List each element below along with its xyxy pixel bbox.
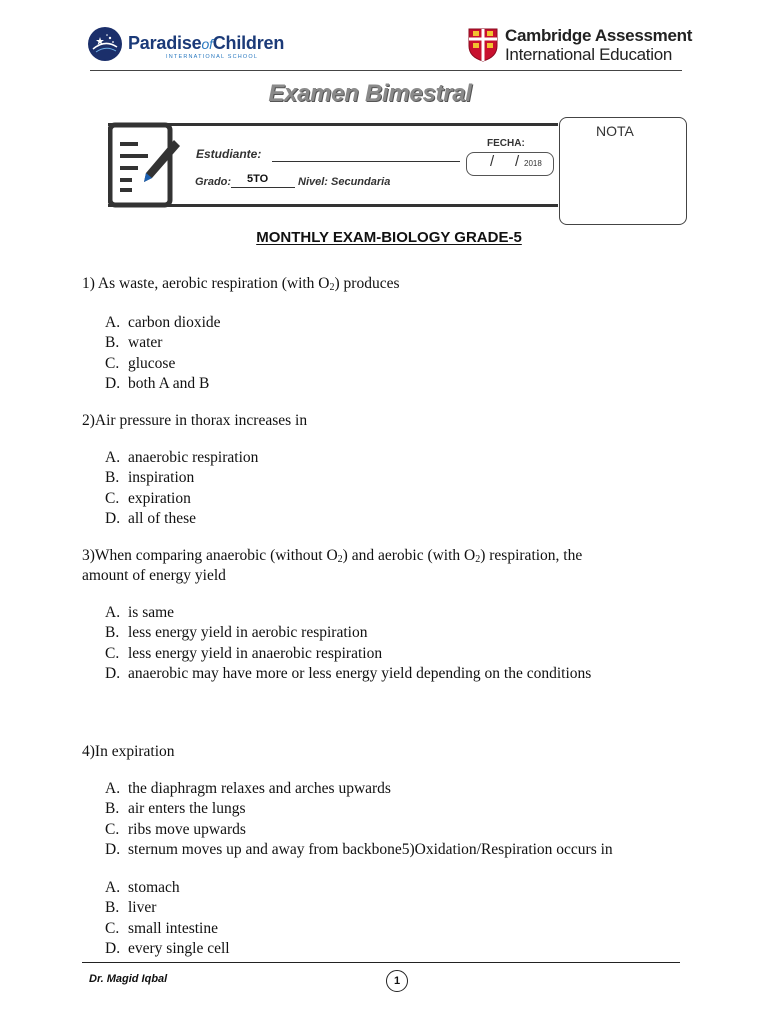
- option-letter: B.: [105, 334, 120, 352]
- subject-title-text: MONTHLY EXAM-BIOLOGY GRADE-5: [256, 229, 522, 246]
- school-name-of: of: [201, 36, 213, 52]
- q3-stem-part3: ) respiration, the: [480, 547, 583, 564]
- option-row[interactable]: [105, 603, 591, 623]
- question-4-stem: 4)In expiration: [82, 743, 175, 760]
- option-text: glucose: [128, 354, 176, 372]
- option-letter: C.: [105, 820, 120, 838]
- option-text: both A and B: [128, 374, 210, 392]
- option-letter: C.: [105, 644, 120, 662]
- grade-field[interactable]: [231, 187, 295, 188]
- option-row[interactable]: [105, 939, 230, 959]
- question-3-stem-line2: amount of energy yield: [82, 567, 226, 584]
- option-row[interactable]: [105, 489, 258, 509]
- option-letter: A.: [105, 314, 121, 331]
- option-text: small intestine: [128, 919, 218, 937]
- option-letter: D.: [105, 509, 121, 527]
- option-letter: D.: [105, 939, 121, 957]
- option-text: expiration: [128, 489, 191, 507]
- cambridge-line1: [505, 26, 692, 46]
- subject-title: [0, 229, 768, 246]
- option-letter: B.: [105, 899, 120, 917]
- exam-document-icon: [108, 122, 182, 208]
- school-subtitle: INTERNATIONAL SCHOOL: [166, 54, 259, 60]
- student-label: Estudiante:: [196, 147, 262, 161]
- q1-stem-part1: 1) As waste, aerobic respiration (with O: [82, 275, 330, 292]
- question-2-stem: 2)Air pressure in thorax increases in: [82, 412, 308, 429]
- option-text: less energy yield in aerobic respiration: [128, 624, 368, 642]
- option-text: anaerobic may have more or less energy yield depending on the conditions: [128, 664, 592, 682]
- option-row[interactable]: [105, 878, 230, 898]
- date-separator-1: /: [490, 153, 495, 170]
- option-letter: B.: [105, 624, 120, 642]
- question-5-options: [105, 878, 230, 959]
- page-number: 1: [386, 970, 408, 992]
- q3-stem-part1: 3)When comparing anaerobic (without O: [82, 547, 338, 564]
- q3-subscript-2: 2: [475, 554, 481, 565]
- option-text: less energy yield in anaerobic respiration: [128, 644, 383, 662]
- school-logo: [88, 26, 298, 66]
- option-letter: B.: [105, 800, 120, 818]
- option-row[interactable]: [105, 374, 221, 394]
- option-row[interactable]: [105, 644, 591, 664]
- header-divider: [90, 70, 682, 71]
- option-letter: D.: [105, 840, 121, 858]
- option-letter: B.: [105, 469, 120, 487]
- option-letter: A.: [105, 604, 121, 621]
- cambridge-line1-text: Cambridge Assessment: [505, 26, 693, 45]
- option-text: sternum moves up and away from backbone5)Oxidation/Respiration occurs in: [128, 840, 613, 858]
- option-text: anaerobic respiration: [128, 449, 259, 466]
- option-text: ribs move upwards: [128, 820, 246, 838]
- date-year: 2018: [524, 159, 542, 168]
- option-text: air enters the lungs: [128, 800, 246, 818]
- option-row[interactable]: [105, 898, 230, 918]
- option-letter: C.: [105, 919, 120, 937]
- option-row[interactable]: [105, 820, 613, 840]
- option-text: liver: [128, 899, 157, 917]
- q1-subscript: 2: [329, 282, 335, 293]
- school-name: [128, 33, 284, 54]
- school-name-part2: Children: [212, 33, 285, 53]
- option-row[interactable]: [105, 623, 591, 643]
- option-row[interactable]: [105, 448, 258, 468]
- option-row[interactable]: [105, 840, 613, 860]
- date-label: FECHA:: [487, 138, 525, 149]
- option-row[interactable]: [105, 919, 230, 939]
- option-letter: A.: [105, 449, 121, 466]
- q1-stem-part2: ) produces: [334, 275, 400, 292]
- option-row[interactable]: [105, 779, 613, 799]
- option-letter: D.: [105, 374, 121, 392]
- footer-divider: [82, 962, 680, 963]
- cambridge-line2: International Education: [505, 45, 673, 64]
- level-label: Nivel: Secundaria: [298, 176, 391, 188]
- option-text: water: [128, 334, 163, 352]
- option-row[interactable]: [105, 333, 221, 353]
- option-text: all of these: [128, 509, 197, 527]
- option-text: the diaphragm relaxes and arches upwards: [128, 780, 391, 797]
- question-4-options: [105, 779, 613, 860]
- question-1-options: [105, 313, 221, 394]
- q3-subscript-1: 2: [337, 554, 343, 565]
- footer-author: Dr. Magid Iqbal: [89, 973, 168, 985]
- cambridge-shield-icon: [468, 28, 498, 62]
- school-name-part1: Paradise: [128, 33, 202, 53]
- q3-stem-part2: ) and aerobic (with O: [342, 547, 476, 564]
- school-emblem-icon: [88, 27, 122, 61]
- option-row[interactable]: [105, 313, 221, 333]
- option-text: inspiration: [128, 469, 195, 487]
- student-name-field[interactable]: [272, 161, 460, 162]
- grade-score-label: NOTA: [596, 123, 634, 139]
- option-text: stomach: [128, 879, 180, 896]
- option-row[interactable]: [105, 468, 258, 488]
- cambridge-logo: [468, 26, 693, 66]
- question-3-stem: [82, 546, 582, 566]
- option-row[interactable]: [105, 799, 613, 819]
- option-row[interactable]: [105, 509, 258, 529]
- question-1-stem: [82, 274, 400, 294]
- exam-title: Examen Bimestral: [268, 80, 472, 107]
- option-letter: D.: [105, 664, 121, 682]
- date-separator-2: /: [515, 153, 520, 170]
- option-letter: C.: [105, 489, 120, 507]
- option-text: carbon dioxide: [128, 314, 221, 331]
- option-row[interactable]: [105, 664, 591, 684]
- question-2-options: [105, 448, 258, 529]
- option-letter: C.: [105, 354, 120, 372]
- option-text: every single cell: [128, 939, 230, 957]
- option-row[interactable]: [105, 354, 221, 374]
- grade-value: 5TO: [247, 173, 269, 185]
- question-3-options: [105, 603, 591, 684]
- option-letter: A.: [105, 879, 121, 896]
- option-letter: A.: [105, 780, 121, 797]
- grade-label: Grado:: [195, 176, 232, 188]
- option-text: is same: [128, 604, 175, 621]
